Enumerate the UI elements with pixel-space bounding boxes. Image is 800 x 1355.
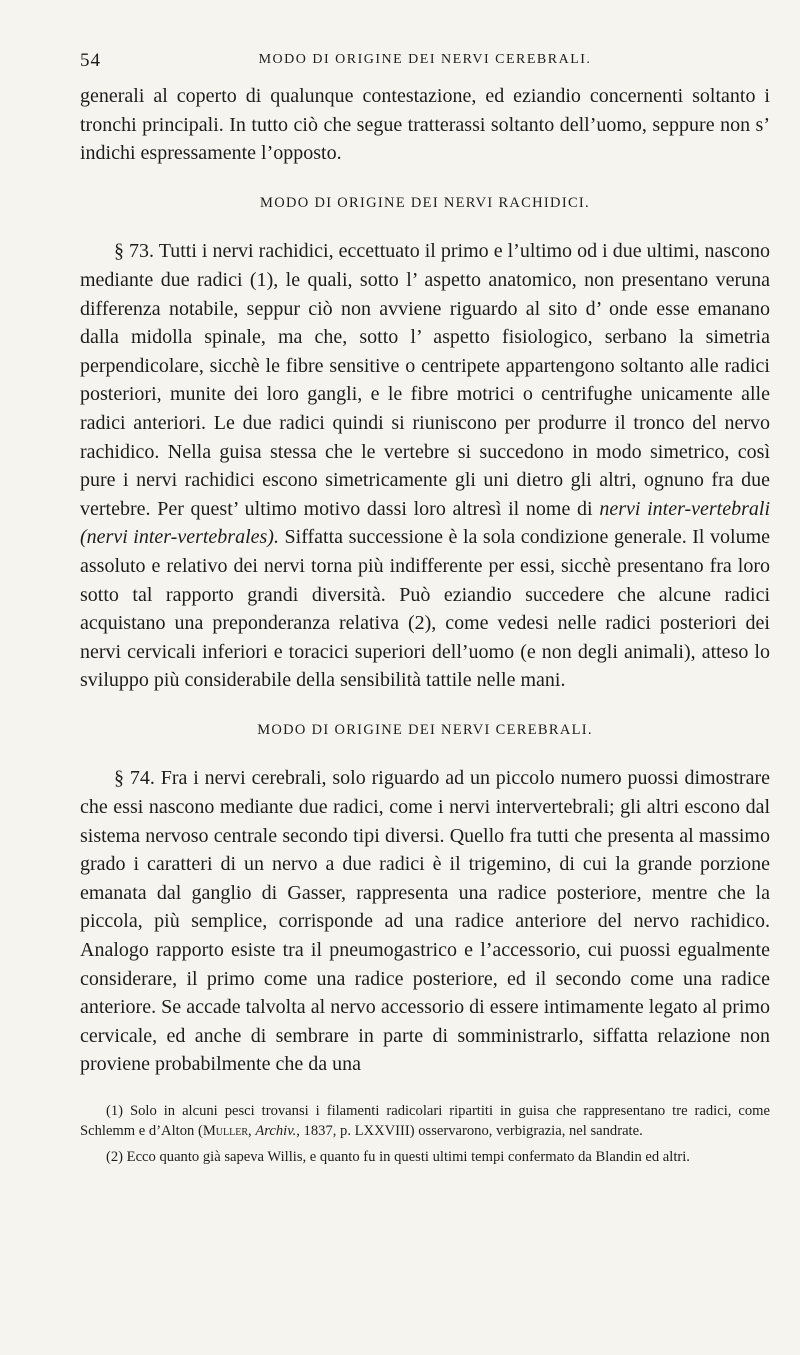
paragraph-74: § 74. Fra i nervi cerebrali, solo riguardo ad un piccolo numero puossi dimostrare che essi nascono mediante due radici, come i nervi intervertebrali; gli altri escono dal sistema nervoso centrale secondo tipi diversi. Quello fra tutti che presenta al massimo grado i caratteri di un nervo a due radici è il trigemino, di cui la grande porzione emanata dal ganglio di Gasser, rappresenta una radice posteriore, mentre che la piccola, più semplice, corrisponde ad una radice anteriore del nervo rachidico. Analogo rapporto esiste tra il pneumogastrico e l’accessorio, cui puossi egualmente considerare, il primo come una radice posteriore, ed il secondo come una radice anteriore. Se accade talvolta al nervo accessorio di essere intimamente legato al primo cervicale, ed anche di sembrare in parte di somministrarlo, siffatta relazione non proviene probabilmente che da una [80,767,770,1076]
footnote-1-text: (1) Solo in alcuni pesci trovansi i filamenti radicolari ripartiti in guisa che rappresentano tre radici, come Schlemm e d’Alton ( [80,1103,770,1139]
intro-paragraph: generali al coperto di qualunque contestazione, ed eziandio concernenti soltanto i tronchi principali. In tutto ciò che segue tratterassi soltanto dell’uomo, seppure non s’ indichi espressamente l’opposto. [80,85,770,165]
footnote-1-journal: Archiv. [255,1123,297,1139]
footnote-2: (2) Ecco quanto già sapeva Willis, e quanto fu in questi ultimi tempi confermato da Blandin ed altri. [106,1149,690,1165]
section-heading-rachidici: MODO DI ORIGINE DEI NERVI RACHIDICI. [260,194,590,211]
paragraph-73 [80,237,770,695]
page-header [80,50,770,76]
footnotes [80,1101,770,1167]
paragraph-73-start: § 73. Tutti i nervi rachidici, eccettuato il primo e l’ultimo od i due ultimi, nascono mediante due radici (1), le quali, sotto l’ aspetto anatomico, non presentano veruna differenza notabile, seppur ciò non avviene riguardo al sito d’ onde esse emanano dalla midolla spinale, ma che, sotto l’ aspetto fisiologico, serbano la simetria perpendicolare, sicchè le fibre sensitive o centripete appartengono soltanto alle radici posteriori, munite dei loro gangli, e le fibre motrici o centrifughe unicamente alle radici anteriori. Le due radici quindi si riuniscono per produrre il tronco del nervo rachidico. Nella guisa stessa che le vertebre si succedono in modo simetrico, così pure i nervi rachidici escono simetricamente gli uni dietro gli altri, ognuno fra due vertebre. Per quest’ ultimo motivo dassi loro altresì il nome di [80,240,770,520]
paragraph-73-end: Siffatta successione è la sola condizione generale. Il volume assoluto e relativo dei nervi torna più indifferente per essi, sicchè presentano fra loro sotto tal rapporto grandi diversità. Può eziandio succedere che alcune radici acquistano una preponderanza relativa (2), come vedesi nelle radici posteriori dei nervi cervicali inferiori e toracici superiori dell’uomo (e non degli animali), atteso lo sviluppo più considerabile della sensibilità tattile nelle mani. [80,526,771,692]
footnote-1: (1) Solo in alcuni pesci trovansi i filamenti radicolari ripartiti in guisa che rappresentano tre radici, come Schlemm e d’Alton (Muller, Archiv., 1837, p. LXXVIII) osservarono, verbigrazia, nel sandrate. [80,1103,770,1139]
page-number: 54 [80,50,101,71]
footnote-1-author: Muller [202,1123,249,1139]
page-body [80,82,770,1173]
footnote-1-tail: , 1837, p. LXXVIII) osservarono, verbigrazia, nel sandrate. [296,1123,643,1139]
italic-term: nervi inter-vertebrali (nervi inter-vertebrales). [80,497,771,549]
section-heading-cerebrali: MODO DI ORIGINE DEI NERVI CEREBRALI. [257,721,593,738]
running-title: MODO DI ORIGINE DEI NERVI CEREBRALI. [258,52,592,67]
